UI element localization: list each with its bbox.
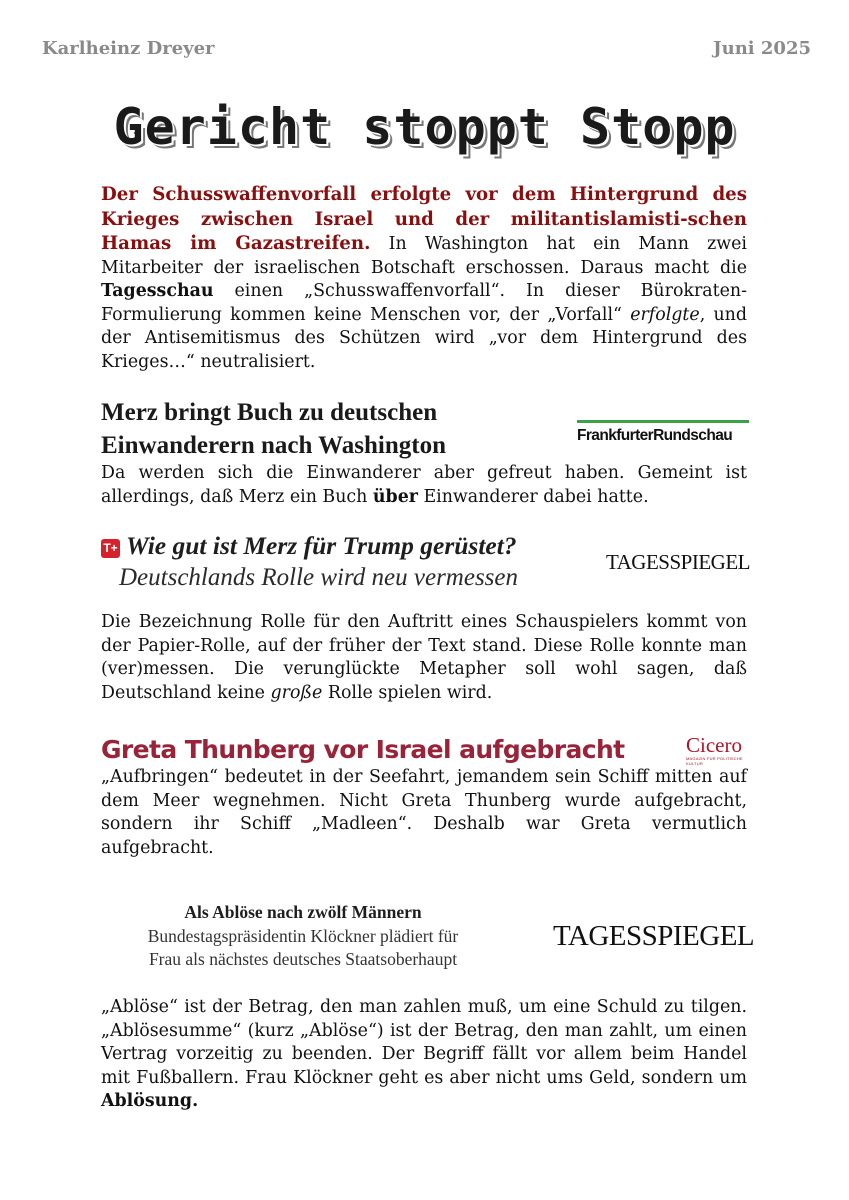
emphasis-italic: große [270, 682, 323, 703]
section-merz-book-paragraph: Da werden sich die Einwanderer aber gefreut haben. Gemeint ist allerdings, daß Merz ein Buch über Einwanderer dabei hatte. [101, 463, 747, 507]
tagesspiegel-logo-large: TAGESSPIEGEL [553, 920, 755, 952]
section-shooting [101, 183, 747, 374]
section-kloeckner [101, 996, 747, 1114]
body-text: einen „Schusswaffenvorfall“. In dieser Bürokraten-Formulierung kommen keine Menschen vor, der „Vorfall“ [101, 281, 747, 325]
lead-quote: Der Schusswaffenvorfall erfolgte vor dem Hintergrund des Krieges zwischen Israel und der militantislamisti-schen Hamas im Gazastreifen. [101, 184, 747, 254]
cicero-tagline: MAGAZIN FÜR POLITISCHE KULTUR [686, 756, 743, 766]
emphasis-italic: erfolgte [630, 304, 700, 325]
emphasis-bold: Tagesschau [101, 281, 214, 301]
section-shooting-paragraph [101, 183, 747, 374]
tagesspiegel-logo: TAGESSPIEGEL [606, 550, 750, 574]
section-merz-trump-paragraph: Die Bezeichnung Rolle für den Auftritt eines Schauspielers kommt von der Papier-Rolle, auf der früher der Text stand. Diese Rolle konnte man (ver)messen. Die verunglückte Metapher soll wohl sagen, daß Deutschland keine große Rolle spielen wird. [101, 612, 747, 703]
headline-greta: Greta Thunberg vor Israel aufgebracht [101, 735, 625, 764]
emphasis-bold: über [372, 486, 418, 507]
emphasis-bold: Ablösung. [101, 1091, 199, 1111]
section-greta [101, 735, 747, 860]
section-merz-book [101, 396, 747, 509]
issue-date: Juni 2025 [713, 38, 811, 59]
section-greta-paragraph: „Aufbringen“ bedeutet in der Seefahrt, jemandem sein Schiff mitten auf dem Meer wegnehmen. Nicht Greta Thunberg wurde aufgebracht, sondern ihr Schiff „Madleen“. Deshalb war Greta vermutlich aufgebracht. [101, 767, 747, 858]
headline-kloeckner: Als Ablöse nach zwölf Männern Bundestagspräsidentin Klöckner plädiert für Frau als nächstes deutsches Staatsoberhaupt [147, 902, 459, 969]
tplus-badge-icon: T+ [101, 539, 120, 558]
headline-merz-trump: T+ Wie gut ist Merz für Trump gerüstet? Deutschlands Rolle wird neu vermessen [101, 530, 747, 594]
page-title: Gericht stoppt Stopp [113, 98, 736, 156]
author-name: Karlheinz Dreyer [42, 38, 215, 59]
section-kloeckner-paragraph: „Ablöse“ ist der Betrag, den man zahlen muß, um eine Schuld zu tilgen. „Ablösesumme“ (kurz „Ablöse“) ist der Betrag, den man zahlt, um einen Vertrag vorzeitig zu beenden. Der Begriff fällt vor allem beim Handel mit Fußballern. Frau Klöckner geht es aber nicht ums Geld, sondern um Ablösung. [101, 997, 747, 1111]
frankfurter-rundschau-logo: FrankfurterRundschau [577, 420, 749, 445]
body-text: In Washington hat ein Mann zwei Mitarbeiter der israelischen Botschaft erschossen. Daraus macht die [101, 234, 747, 278]
body-text: , und der Antisemitismus des Schützen wird „vor dem Hintergrund des Krieges…“ neutralisiert. [101, 304, 747, 372]
headline-merz-book: Merz bringt Buch zu deutschen Einwanderern nach Washington [101, 399, 447, 459]
cicero-logo: Cicero MAGAZIN FÜR POLITISCHE KULTUR [686, 735, 750, 766]
